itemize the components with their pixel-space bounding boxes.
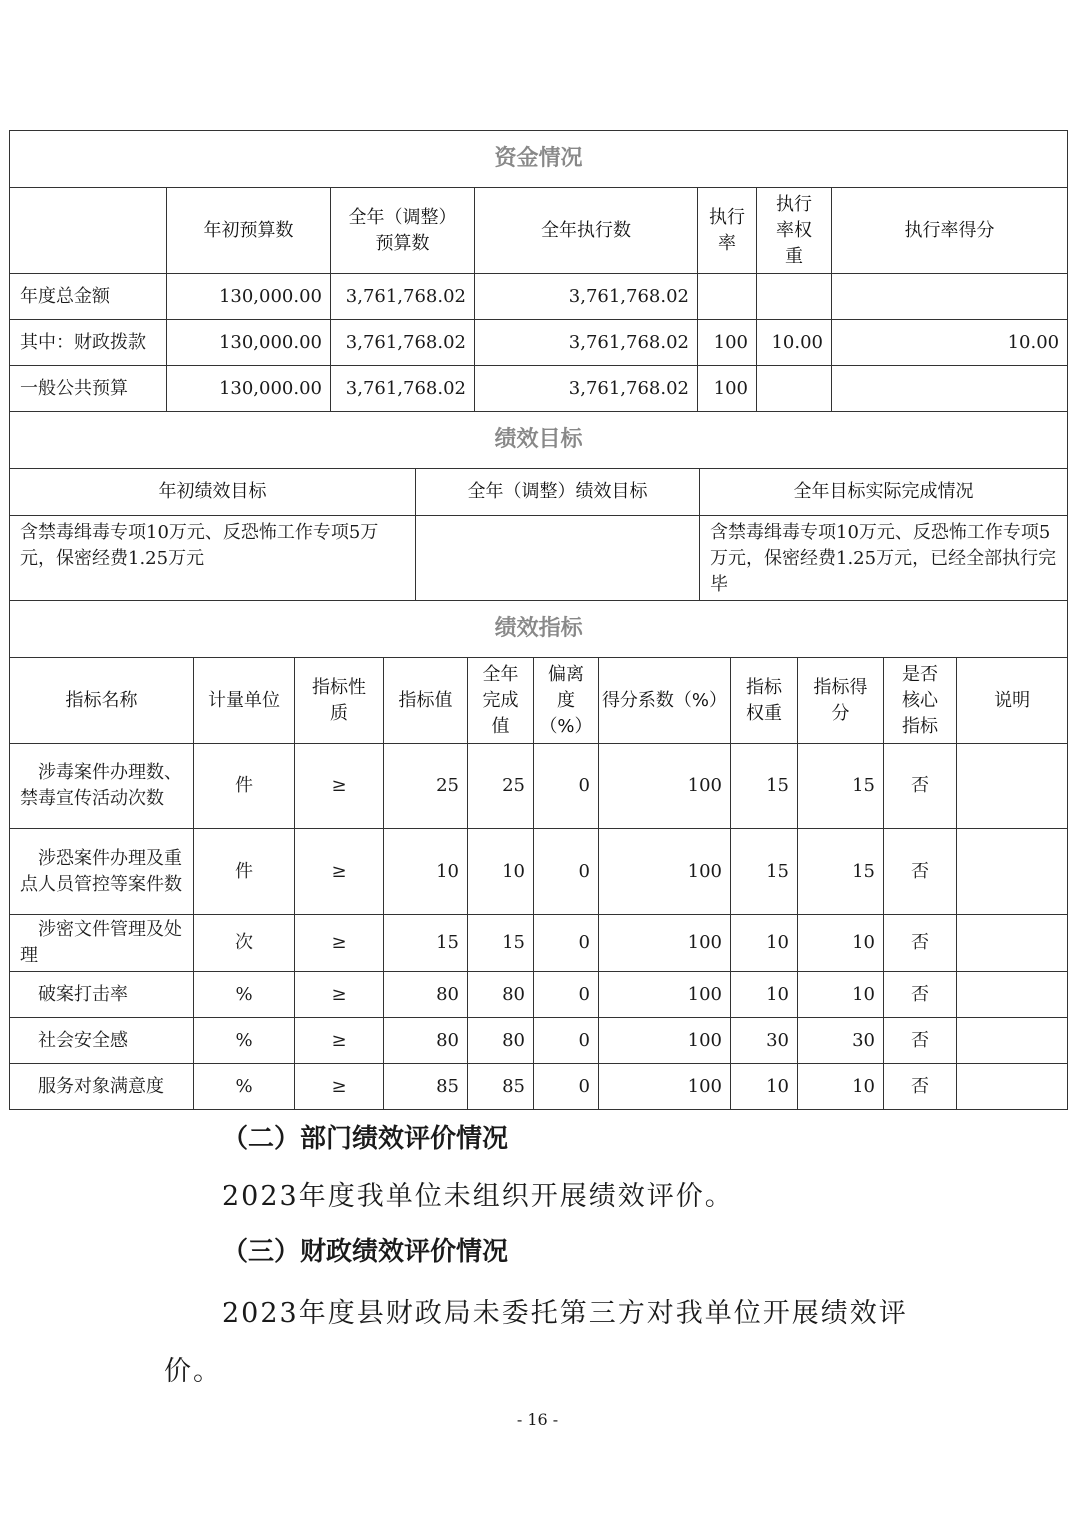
- goals-header-actual: 全年目标实际完成情况: [700, 469, 1068, 516]
- funds-cell: 100: [698, 320, 757, 366]
- indicators-header-cell: 指标性 质: [295, 658, 384, 744]
- funds-header-cell: 执行 率权 重: [757, 188, 832, 274]
- funds-cell: 130,000.00: [167, 366, 331, 412]
- indicator-cell: 次: [194, 915, 295, 972]
- indicator-row: [10, 1018, 1068, 1064]
- indicators-header-cell: 得分系数（%）: [599, 658, 731, 744]
- goals-adjusted: [416, 516, 700, 601]
- funds-cell: [832, 274, 1068, 320]
- indicator-cell: 0: [534, 972, 599, 1018]
- indicator-cell: 100: [599, 1064, 731, 1110]
- funds-cell: 3,761,768.02: [331, 366, 475, 412]
- indicator-name: 破案打击率: [10, 972, 194, 1018]
- indicator-cell: 10: [384, 829, 468, 915]
- funds-cell: 100: [698, 366, 757, 412]
- section-heading-dept-evaluation: （二）部门绩效评价情况: [222, 1124, 509, 1154]
- goals-table: [9, 411, 1068, 601]
- indicator-cell: 10: [798, 915, 884, 972]
- indicator-cell: 25: [384, 744, 468, 829]
- indicator-cell: ≥: [295, 829, 384, 915]
- indicator-cell: 80: [468, 972, 534, 1018]
- funds-header-cell: 执行 率: [698, 188, 757, 274]
- indicator-name: 涉恐案件办理及重点人员管控等案件数: [10, 829, 194, 915]
- indicator-cell: 80: [384, 1018, 468, 1064]
- section-heading-finance-evaluation: （三）财政绩效评价情况: [222, 1237, 509, 1267]
- indicator-name: 服务对象满意度: [10, 1064, 194, 1110]
- indicators-section-title: 绩效指标: [10, 601, 1068, 658]
- indicator-cell: [957, 744, 1068, 829]
- indicator-cell: 100: [599, 829, 731, 915]
- funds-cell: 3,761,768.02: [475, 274, 698, 320]
- goals-actual: 含禁毒缉毒专项10万元、反恐怖工作专项5万元，保密经费1.25万元，已经全部执行完毕: [700, 516, 1068, 601]
- indicator-cell: 0: [534, 744, 599, 829]
- funds-row: [10, 274, 1068, 320]
- indicator-cell: 10: [798, 1064, 884, 1110]
- indicator-cell: [957, 1018, 1068, 1064]
- indicator-cell: 85: [384, 1064, 468, 1110]
- indicator-cell: 件: [194, 744, 295, 829]
- indicators-header-cell: 指标值: [384, 658, 468, 744]
- indicator-name: 涉毒案件办理数、禁毒宣传活动次数: [10, 744, 194, 829]
- funds-row-label: 一般公共预算: [10, 366, 167, 412]
- indicator-cell: 否: [884, 1018, 957, 1064]
- funds-cell: 3,761,768.02: [331, 274, 475, 320]
- indicator-cell: 0: [534, 1018, 599, 1064]
- indicator-cell: 100: [599, 744, 731, 829]
- indicator-name: 涉密文件管理及处理: [10, 915, 194, 972]
- indicator-cell: 10: [731, 1064, 798, 1110]
- indicator-cell: 30: [731, 1018, 798, 1064]
- indicator-cell: 否: [884, 1064, 957, 1110]
- indicator-row: [10, 915, 1068, 972]
- indicator-cell: 否: [884, 744, 957, 829]
- goals-initial: 含禁毒缉毒专项10万元、反恐怖工作专项5万元，保密经费1.25万元: [10, 516, 416, 601]
- indicator-cell: 0: [534, 915, 599, 972]
- indicators-header-cell: 指标得 分: [798, 658, 884, 744]
- indicator-cell: 80: [384, 972, 468, 1018]
- indicator-row: [10, 1064, 1068, 1110]
- indicator-cell: 30: [798, 1018, 884, 1064]
- funds-header-cell: 年初预算数: [167, 188, 331, 274]
- indicators-header-cell: 说明: [957, 658, 1068, 744]
- indicator-cell: [957, 972, 1068, 1018]
- indicator-cell: 15: [731, 744, 798, 829]
- indicator-cell: [957, 829, 1068, 915]
- funds-row-label: 年度总金额: [10, 274, 167, 320]
- paragraph-finance-evaluation-line2: 价。: [164, 1356, 222, 1387]
- funds-header-cell: 全年执行数: [475, 188, 698, 274]
- funds-row: [10, 320, 1068, 366]
- indicator-cell: 100: [599, 1018, 731, 1064]
- indicator-cell: %: [194, 972, 295, 1018]
- indicator-cell: ≥: [295, 744, 384, 829]
- funds-cell: 130,000.00: [167, 320, 331, 366]
- funds-cell: 3,761,768.02: [331, 320, 475, 366]
- funds-cell: [757, 274, 832, 320]
- indicator-cell: 10: [798, 972, 884, 1018]
- goals-header-initial: 年初绩效目标: [10, 469, 416, 516]
- indicator-cell: 15: [731, 829, 798, 915]
- funds-header-cell: 全年（调整） 预算数: [331, 188, 475, 274]
- page-number: - 16 -: [516, 1410, 559, 1429]
- indicator-cell: [957, 915, 1068, 972]
- funds-row: [10, 366, 1068, 412]
- indicators-header-cell: 全年 完成 值: [468, 658, 534, 744]
- indicator-cell: 10: [468, 829, 534, 915]
- indicators-header-cell: 指标名称: [10, 658, 194, 744]
- funds-cell: 10.00: [757, 320, 832, 366]
- funds-cell: 10.00: [832, 320, 1068, 366]
- funds-row-label: 其中：财政拨款: [10, 320, 167, 366]
- indicator-row: [10, 829, 1068, 915]
- indicator-cell: 否: [884, 829, 957, 915]
- funds-cell: 3,761,768.02: [475, 366, 698, 412]
- funds-cell: [698, 274, 757, 320]
- indicator-cell: 15: [798, 744, 884, 829]
- indicator-cell: 100: [599, 972, 731, 1018]
- indicator-cell: 0: [534, 1064, 599, 1110]
- indicator-cell: 15: [384, 915, 468, 972]
- goals-section-title: 绩效目标: [10, 412, 1068, 469]
- paragraph-finance-evaluation-line1: 2023年度县财政局未委托第三方对我单位开展绩效评: [222, 1298, 908, 1329]
- indicator-cell: 100: [599, 915, 731, 972]
- indicator-cell: ≥: [295, 1064, 384, 1110]
- funds-table: [9, 130, 1068, 412]
- indicator-cell: 80: [468, 1018, 534, 1064]
- funds-header-cell: 执行率得分: [832, 188, 1068, 274]
- paragraph-dept-evaluation: 2023年度我单位未组织开展绩效评价。: [222, 1181, 734, 1212]
- indicator-row: [10, 972, 1068, 1018]
- indicators-header-cell: 偏离 度 （%）: [534, 658, 599, 744]
- indicator-cell: 0: [534, 829, 599, 915]
- indicator-cell: 10: [731, 915, 798, 972]
- funds-section-title: 资金情况: [10, 131, 1068, 188]
- funds-header-cell: [10, 188, 167, 274]
- funds-cell: 130,000.00: [167, 274, 331, 320]
- indicator-name: 社会安全感: [10, 1018, 194, 1064]
- indicator-cell: 15: [798, 829, 884, 915]
- indicator-cell: %: [194, 1064, 295, 1110]
- goals-header-adjusted: 全年（调整）绩效目标: [416, 469, 700, 516]
- indicator-cell: 件: [194, 829, 295, 915]
- indicator-cell: %: [194, 1018, 295, 1064]
- indicators-header-cell: 计量单位: [194, 658, 295, 744]
- indicators-header-cell: 是否 核心 指标: [884, 658, 957, 744]
- indicator-cell: 10: [731, 972, 798, 1018]
- indicator-cell: 15: [468, 915, 534, 972]
- funds-cell: [832, 366, 1068, 412]
- indicator-cell: 否: [884, 972, 957, 1018]
- indicators-header-cell: 指标 权重: [731, 658, 798, 744]
- indicator-cell: ≥: [295, 915, 384, 972]
- indicator-cell: ≥: [295, 972, 384, 1018]
- indicator-cell: 85: [468, 1064, 534, 1110]
- indicator-row: [10, 744, 1068, 829]
- indicators-table: [9, 600, 1068, 1110]
- indicator-cell: 否: [884, 915, 957, 972]
- indicator-cell: 25: [468, 744, 534, 829]
- funds-cell: 3,761,768.02: [475, 320, 698, 366]
- indicator-cell: ≥: [295, 1018, 384, 1064]
- funds-cell: [757, 366, 832, 412]
- indicator-cell: [957, 1064, 1068, 1110]
